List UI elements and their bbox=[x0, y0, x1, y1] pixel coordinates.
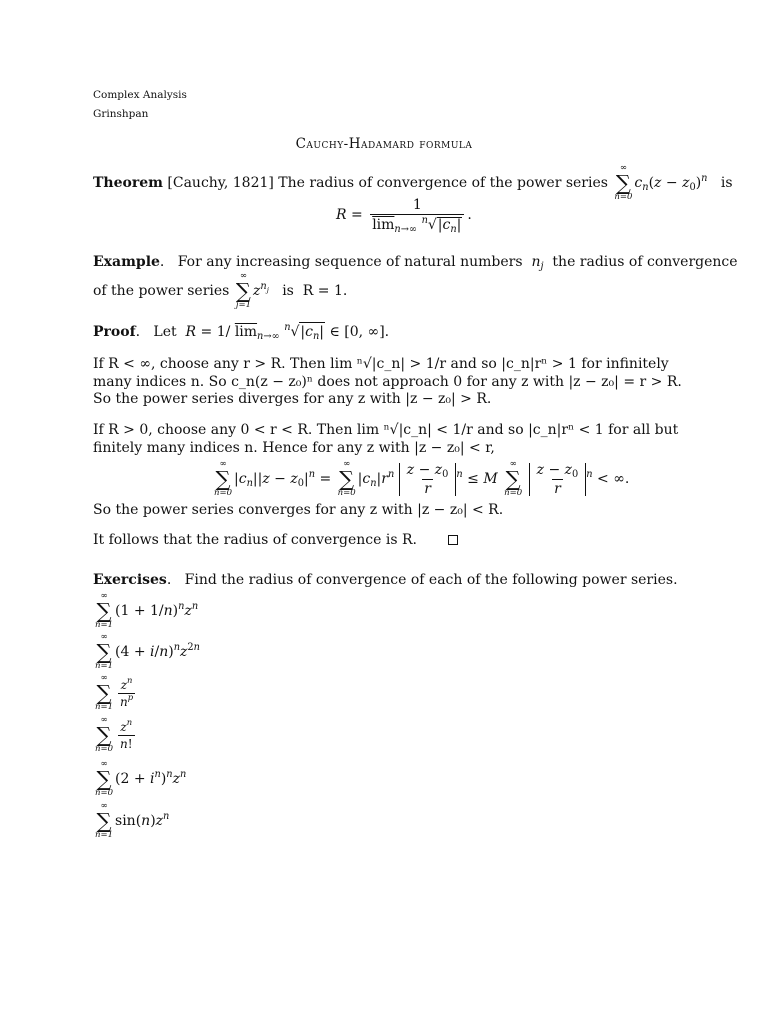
proof-p1-line-1: If R < ∞, choose any r > R. Then lim ⁿ√|c_n| > 1/r and so |c_n|rⁿ > 1 for infinitely bbox=[93, 356, 669, 372]
theorem-statement: Theorem [Cauchy, 1821] The radius of convergence of the power series ∞ ∑ n=0 $c_n(z - z_0)^n$ is bbox=[93, 163, 733, 202]
exercises-heading: Exercises. Find the radius of convergence of each of the following power series. bbox=[93, 572, 678, 588]
proof-estimate: ∞ ∑ n=0 $|c_n||z - z_0|^n$ = ∞ ∑ n=0 $|c_n|r^n$ $\frac{z - z_0}{r}$ $^n$ ≤ M ∞ ∑ n=0 $\frac{z - z_0}{r}$ $^n$ < ∞. bbox=[214, 459, 630, 498]
sum-symbol: ∞ ∑ n=0 bbox=[614, 163, 633, 202]
theorem-after: is bbox=[720, 175, 733, 191]
example-label: Example bbox=[93, 254, 160, 270]
exercise-item: ∞ ∑ n=0 $\frac{z^n}{n!}$ bbox=[95, 715, 133, 754]
exercise-item: ∞ ∑ n=1 $\sin(n)z^n$ bbox=[95, 801, 170, 840]
proof-converges: So the power series converges for any z with |z − z₀| < R. bbox=[93, 502, 504, 518]
theorem-formula: R = $\frac{1}{\overline{lim}_{n\to\infty} ^n√|c_n|}$ . bbox=[336, 197, 472, 235]
proof-heading: Proof. Let R = 1/ $\overline{lim}_{n\to\infty}$ $^n√|c_n|$ ∈ [0, ∞]. bbox=[93, 322, 390, 342]
example-line-2: of the power series ∞ ∑ j=1 $z^{n_j}$ is R = 1. bbox=[93, 271, 348, 310]
theorem-label: Theorem bbox=[93, 175, 163, 191]
author-name: Grinshpan bbox=[93, 108, 149, 120]
exercise-item: ∞ ∑ n=1 $(4 + i/n)^nz^{2n}$ bbox=[95, 632, 200, 671]
exercises-label: Exercises bbox=[93, 572, 167, 588]
exercise-item: ∞ ∑ n=1 $\frac{z^n}{n^p}$ bbox=[95, 673, 134, 712]
course-name: Complex Analysis bbox=[93, 89, 187, 101]
page-title: Cauchy-Hadamard formula bbox=[295, 136, 473, 152]
theorem-text: The radius of convergence of the power series bbox=[278, 175, 608, 191]
proof-p1-line-3: So the power series diverges for any z with |z − z₀| > R. bbox=[93, 391, 492, 407]
proof-conclusion: It follows that the radius of convergence is R. bbox=[93, 531, 458, 549]
exercise-item: ∞ ∑ n=0 $(2 + i^n)^nz^n$ bbox=[95, 759, 187, 798]
qed-icon bbox=[448, 535, 458, 545]
proof-p2-line-1: If R > 0, choose any 0 < r < R. Then lim ⁿ√|c_n| < 1/r and so |c_n|rⁿ < 1 for all but bbox=[93, 422, 679, 438]
sum-symbol: ∞ ∑ j=1 bbox=[235, 271, 251, 310]
example-line-1: Example. For any increasing sequence of natural numbers $n_j$ the radius of convergence bbox=[93, 254, 738, 272]
proof-p1-line-2: many indices n. So c_n(z − z₀)ⁿ does not approach 0 for any z with |z − z₀| = r > R. bbox=[93, 374, 682, 390]
proof-p2-line-2: finitely many indices n. Hence for any z with |z − z₀| < r, bbox=[93, 440, 495, 456]
theorem-cite: [Cauchy, 1821] bbox=[167, 175, 274, 191]
exercise-item: ∞ ∑ n=1 $(1 + 1/n)^nz^n$ bbox=[95, 591, 199, 630]
proof-label: Proof bbox=[93, 324, 136, 340]
